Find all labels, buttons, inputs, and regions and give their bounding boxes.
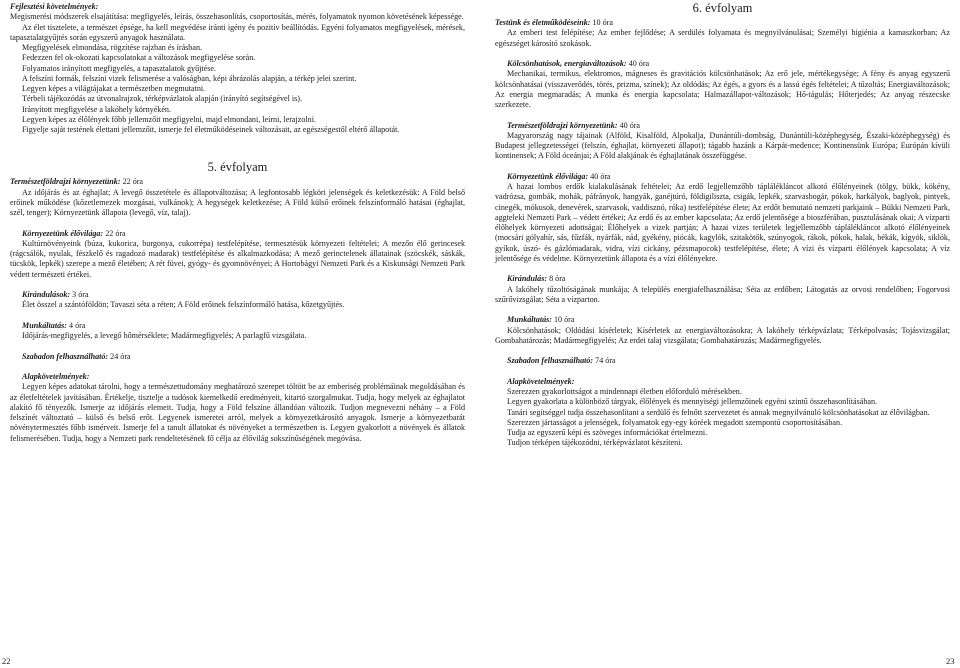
- topic-heading: [10, 352, 465, 362]
- requirement-line: Megfigyelések elmondása, rögzítése rajzban és írásban.: [22, 43, 203, 52]
- topic-title: Munkáltatás:: [22, 320, 67, 330]
- topic-title: Kirándulás:: [507, 274, 548, 284]
- requirement-line: Az élet tisztelete, a természet épsége, ha kell megvédése iránti igény és pozitív beállítódás. Egyéni folyamatos megfigyelések, mérések, tapasztalatgyűjtés során egyszerű anyagok használata.: [10, 22, 465, 42]
- topic-body: Az emberi test felépítése; Az ember fejlődése; A serdülés folyamata és megnyilvánulásai; Személyi higiénia a kamaszkorban; Az egészséget károsító szokások.: [495, 28, 950, 48]
- requirements-heading: Fejlesztési követelmények:: [10, 2, 99, 11]
- topic-body: Időjárás-megfigyelés, a levegő hőmérséklete; Madármegfigyelés; A parlagfű vizsgálata.: [22, 331, 307, 340]
- topic-hours: 40 óra: [588, 171, 611, 181]
- basic-requirement-line: Tudjon térképen tájékozódni, térképvázlatot készíteni.: [507, 438, 683, 448]
- topic-heading: [10, 229, 465, 239]
- topic-heading: [495, 18, 950, 28]
- topic-hours: 4 óra: [66, 320, 86, 330]
- topic-body: Kultúrnövényeink (búza, kukorica, burgonya, cukorrépa) testfelépítése, termesztésük környezeti feltételei; A mezőn élő gerincesek (rágcsálók, nyulak, fészkelő és ragadozó madarak) testfelépítése és alkalmazkodása; A mező gerinctelenek állatainak (szöcskék, sáskák, tücskök, lepkék) szerepe a mező életében; A rét füvei, gyógy- és gyomnövényei; A Hortobágyi Nemzeti Park és a Kiskunsági Nemzeti Park védett természeti értékei.: [10, 238, 465, 279]
- requirement-line: A felszíni formák, felszíni vizek felismerése a valóságban, képi ábrázolás alapján, a térkép jelei szerint.: [22, 73, 357, 83]
- topic-title: Természetföldrajzi környezetünk:: [507, 120, 618, 130]
- topic-body: Mechanikai, termikus, elektromos, mágneses és gravitációs kölcsönhatások; Az erő jele, mértékegysége; A fény és anyag egyszerű kölcsönhatásai (visszaverődés, törés, prizma, színek); Az oldódás; Az égés, a gyors és a lassú égés feltételei; A tűzoltás; Energiaváltozások; Az energia megmaradás; A munka és energia kapcsolata; Halmazállapot-változások; Hő-tágulás; Hőterjedés; Az anyag részecske szerkezete.: [495, 69, 950, 109]
- requirement-line: Fedezzen fel ok-okozati kapcsolatokat a változások megfigyelése során.: [22, 53, 256, 63]
- topic-title: Környezetünk élővilága:: [22, 228, 104, 238]
- requirement-line: Irányított megfigyelése a lakóhely környékén.: [22, 104, 172, 114]
- topic-heading: [495, 59, 950, 69]
- topic-hours: 22 óra: [120, 177, 144, 187]
- topic-body: Az időjárás és az éghajlat; A levegő összetétele és állapotváltozása; A legfontosabb légköri jelenségek és keletkezésük: A Föld belső erőinek működése (kőzetlemezek mozgásai, vulkánok); A hegységek keletkezése; A Föld külső erőinek felszínformáló hatásai (éghajlat, szél, tenger); Környezetünk állapota (levegő, víz, talaj).: [10, 187, 465, 217]
- topic-hours: 10 óra: [590, 18, 613, 27]
- topic-heading: [10, 290, 465, 300]
- topic-heading: [495, 315, 950, 325]
- page-number-right: 23: [946, 656, 955, 666]
- requirement-line: Térbeli tájékozódás az útvonalrajzok, térképvázlatok alapján (irányító segítségével is).: [22, 94, 303, 104]
- topic-body: A lakóhely tűzoltóságának munkája; A település energiafelhasználása; Séta az erdőben; Látogatás az orvosi rendelőben; Fogorvosi szűrővizsgálat; Séta a vízparton.: [495, 284, 950, 304]
- basic-requirements-heading: Alapkövetelmények:: [22, 372, 90, 381]
- topic-title: Környezetünk élővilága:: [507, 171, 589, 181]
- topic-title: Kölcsönhatások, energiaváltozások:: [507, 59, 627, 68]
- topic-heading: [10, 321, 465, 331]
- topic-body: Magyarország nagy tájainak (Alföld, Kisalföld, Alpokalja, Dunántúli-dombság, Dunántúli-középhegység, Északi-középhegység) és Budapest jellegzetességei (felszín, éghajlat, környezeti állapot); tágabb hazánk a Kárpát-medence; Kontinensünk Európa; Európán kívüli kontinensek; A Föld óceánjai; A Föld alakjának és éghajlatának összefüggése.: [495, 130, 950, 161]
- grade-heading: 6. évfolyam: [692, 1, 753, 15]
- left-page: [10, 0, 465, 668]
- requirement-line: Folyamatos irányított megfigyelés, a tapasztalatok gyűjtése.: [22, 63, 216, 73]
- topic-body: Kölcsönhatások; Oldódási kísérletek; Kísérletek az energiaváltozásokra; A lakóhely térképvázlata; Térképolvasás; Tojásvizsgálat; Gombahatározás; Madármegfigyelés; Az erdei talaj vizsgálata; Gombahatározás; Madármegfigyelés.: [495, 325, 950, 345]
- topic-title: Kirándulások:: [22, 290, 71, 299]
- basic-requirement-line: Tanári segítséggel tudja összehasonlítani a serdülő és felnőtt szervezetet és annak megnyilvánuló kölcsönhatásokat az élővilágban.: [507, 407, 930, 417]
- topic-body: A hazai lombos erdők kialakulásának feltételei; Az erdő legjellemzőbb táplálékláncot alkotó élőlényeinek (tölgy, bükk, kökény, vadrózsa, gombák, mohák, páfrányok, hangyák, ganéjtúró, földigiliszta, csigák, lepkék, szarvasbogár, pókok, harkályok, baglyok, pintyek, cinegék, mókusok, denevérek, szarvasok, vaddisznó, róka) testfelépítése élete; Az erdőt bemutató nemzeti parkjaink – Bükki Nemzeti Park, aggteleki Nemzeti Park – védett értékei; Az erdő és az ember kapcsolata; Az erdő jelentősége a bioszférában, pusztulásának okai; A vízparti élőhelyek környezeti adottságai; Élőhelyek a vizek partján; A hazai vizes területek legjellemzőbb táplálékláncot alkotó élőlényeinek (mocsári gólyahír, sás, fűzfák, nyárfák, nád, gyékény, piócák, kagylók, szitakötők, szúnyogok, rákok, pókok, halak, békák, kígyók, siklók, gyíkok, úszó- és gázlómadarak, vidra, vízi cickány, pézsmapocok) testfelépítése, élete; A vízi és vízparti élőlények kapcsolata; A víz jelentősége és védelme. Környezetünk állapota és a vízi élőlényekre.: [495, 182, 950, 263]
- topic-hours: 22 óra: [103, 228, 126, 238]
- basic-requirements-body: Legyen képes adatokat tárolni, hogy a természettudomány meghatározó szerepet töltött be az emberiség problémáinak megoldásában és az életfeltételek javításában. Értékelje, tisztelje a tudósok kiemelkedő eredményeit, kitartó szorgalmukat. Tudja, hogy melyek az éghajlatot alakító fő tényezők. Ismerje az időjárás elemeit. Tudja, hogy a Föld felszíne állandóan változik. Tudjon megnevezni néhány – a Föld felszínét változtató – külső és belső erőt. Legyenek ismeretei arról, melyek a környezetkárosító anyagok. Ismerje a környezetbarát növénytermesztés főbb ismérveit. Ismerje fel a tanult állatokat és növényeket a természetben is. Legyen gyakorlott a növények és állatok felismerésében. Tudja, hogy a Nemzeti park rendeltetésének fő célja az élővilág sokszínűségének megóvása.: [10, 382, 465, 443]
- basic-requirement-line: Szerezzen jártasságot a jelenségek, folyamatok egy-egy kóréek megadott szempontú csoportosításában.: [507, 417, 843, 427]
- topic-hours: 3 óra: [70, 290, 89, 299]
- requirement-line: Legyen képes a világtájakat a természetben megmutatni.: [22, 84, 206, 93]
- topic-body: Élet összel a szántóföldön; Tavaszi séta a réten; A Föld erőinek felszínformáló hatása, kőzetgyűjtés.: [22, 300, 345, 310]
- topic-title: Természetföldrajzi környezetünk:: [10, 177, 121, 187]
- basic-requirements-heading: Alapkövetelmények:: [507, 376, 575, 386]
- requirement-line: Legyen képes az élőlények főbb jellemzőit megfigyelni, majd elmondani, leírni, lerajzolni.: [22, 114, 316, 124]
- requirement-line: Figyelje saját testének élettani jellemzőit, ismerje fel életműködéseinek változásait, az egészségestől eltérő állapotát.: [22, 125, 400, 134]
- basic-requirement-line: Legyen gyakorlata a különböző tárgyak, élőlények és mennyiségi jellemzőinek egyéni szintű összehasonlításában.: [507, 397, 878, 407]
- topic-heading: [495, 274, 950, 284]
- topic-hours: 40 óra: [617, 120, 641, 130]
- requirement-line: Megismerési módszerek elsajátítása: megfigyelés, leírás, összehasonlítás, csoportosítás, mérés, folyamatok nyomon követésének képessége.: [10, 12, 464, 22]
- topic-hours: 40 óra: [626, 59, 650, 68]
- page-number-left: 22: [2, 656, 11, 666]
- topic-hours: 74 óra: [593, 356, 616, 366]
- topic-heading: [495, 356, 950, 366]
- topic-hours: 24 óra: [108, 351, 131, 361]
- topic-title: Szabadon felhasználható:: [22, 351, 109, 361]
- topic-title: Testünk és életműködéseink:: [495, 18, 591, 27]
- topic-hours: 10 óra: [551, 315, 575, 325]
- basic-requirement-line: Szerezzen gyakorlottságot a mindennapi életben előforduló mérésekben.: [507, 387, 742, 396]
- topic-heading: [495, 121, 950, 131]
- grade-heading: 5. évfolyam: [207, 160, 268, 175]
- topic-heading: [495, 172, 950, 182]
- right-page: [495, 0, 950, 668]
- topic-title: Munkáltatás:: [507, 315, 552, 325]
- topic-title: Szabadon felhasználható:: [507, 356, 594, 366]
- topic-hours: 8 óra: [547, 274, 566, 284]
- topic-heading: [10, 177, 465, 187]
- basic-requirement-line: Tudja az egyszerű képi és szöveges információkat értelmezni.: [507, 428, 708, 437]
